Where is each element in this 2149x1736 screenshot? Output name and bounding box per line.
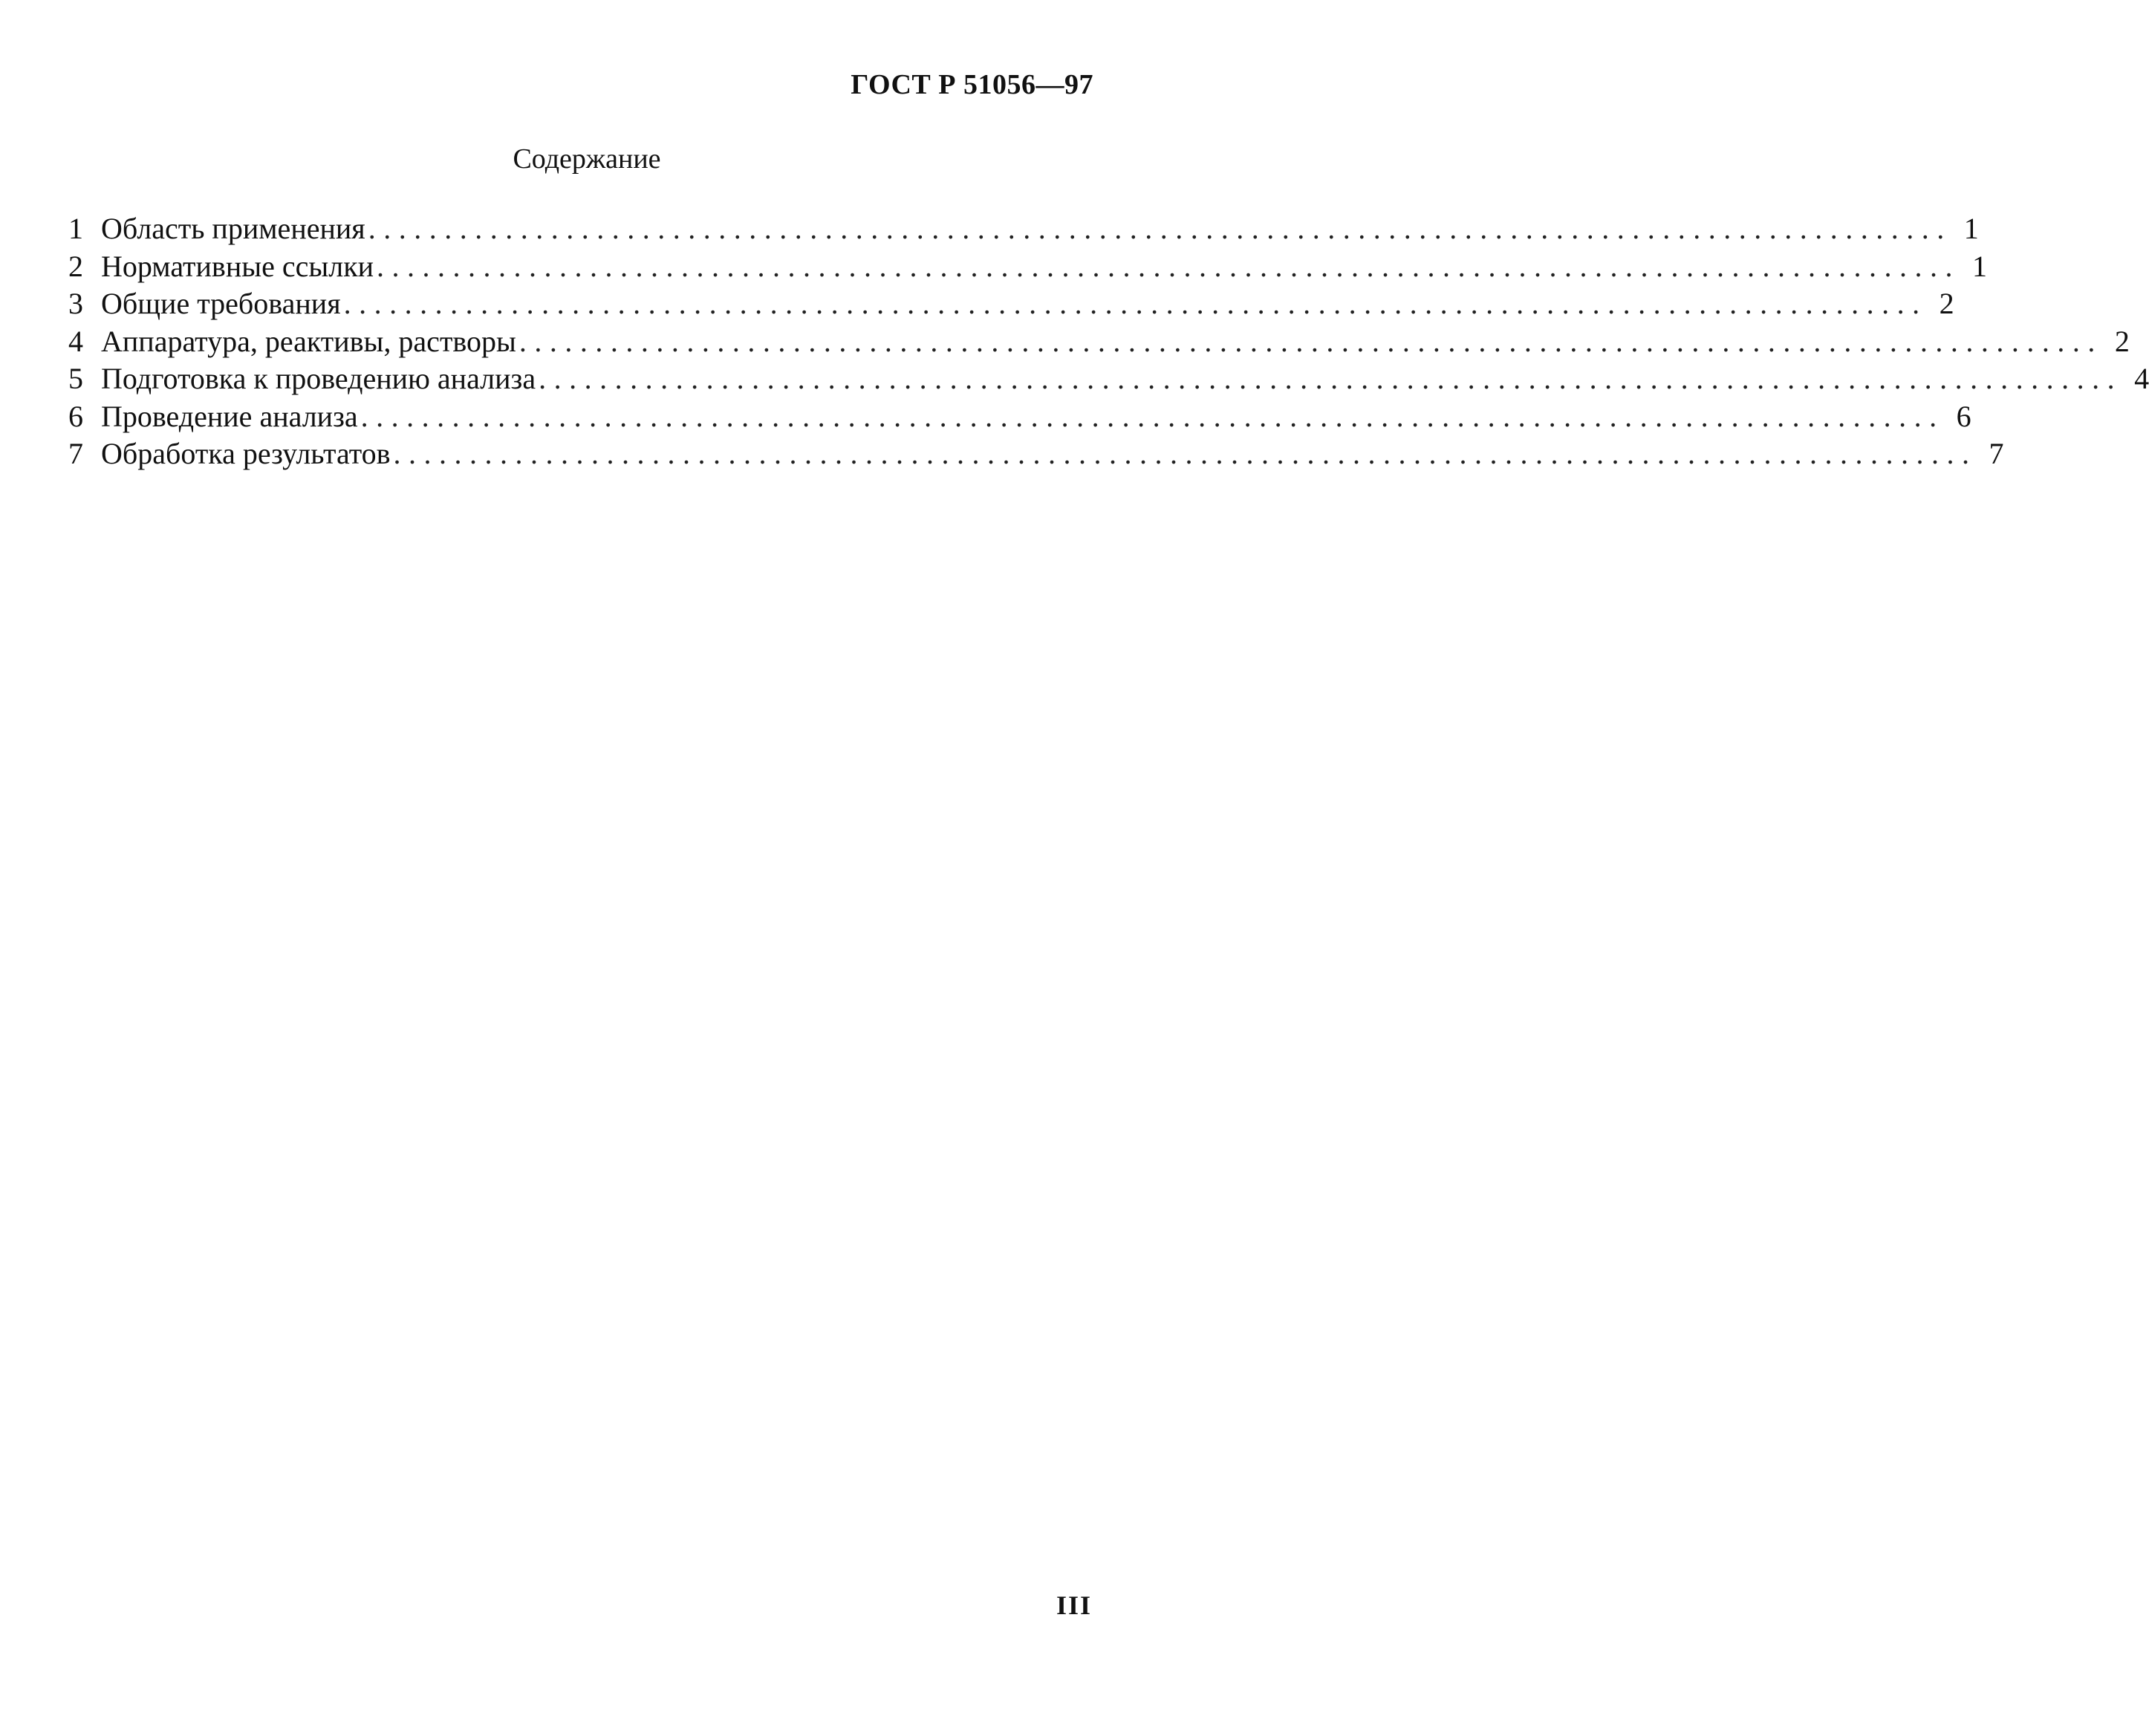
toc-entry[interactable] (68, 285, 1954, 323)
toc-entry-page: 2 (1939, 287, 1954, 320)
toc-entry[interactable] (68, 435, 2004, 473)
toc-entry-page: 2 (2114, 324, 2130, 358)
toc-dot-leader: ........................................................................................................ (343, 287, 1928, 320)
toc-dot-leader: ........................................................................................................ (360, 399, 1945, 433)
toc-entry-title: Область применения (101, 212, 365, 245)
toc-entry[interactable] (68, 398, 1971, 436)
toc-entry-number: 2 (68, 249, 83, 283)
toc-entry-title: Обработка результатов (101, 437, 391, 470)
toc-entry-number: 4 (68, 324, 83, 358)
page-number: III (1056, 1590, 1092, 1620)
toc-entry-number: 6 (68, 399, 83, 433)
toc-entry-page: 1 (1963, 212, 1979, 245)
toc-entry-title: Общие требования (101, 287, 341, 320)
toc-entry-page: 7 (1989, 437, 2004, 470)
toc-entry-title: Нормативные ссылки (101, 249, 374, 283)
toc-entry-number: 3 (68, 287, 83, 320)
toc-title: Содержание (513, 143, 661, 175)
toc-entry-number: 7 (68, 437, 83, 470)
toc-entry-page: 4 (2134, 362, 2149, 395)
toc-dot-leader: ........................................................................................................ (539, 362, 2123, 395)
standard-designation: ГОСТ Р 51056—97 (851, 69, 1093, 100)
table-of-contents (68, 210, 2149, 473)
toc-entry-title: Проведение анализа (101, 399, 358, 433)
toc-entry-number: 5 (68, 362, 83, 395)
toc-entry[interactable] (68, 248, 1988, 286)
toc-entry[interactable] (68, 360, 2149, 398)
toc-entry-page: 6 (1956, 399, 1971, 433)
toc-dot-leader: ........................................................................................................ (368, 212, 1952, 245)
toc-entry-title: Аппаратура, реактивы, растворы (101, 324, 516, 358)
toc-dot-leader: ........................................................................................................ (518, 324, 2103, 358)
toc-entry[interactable] (68, 323, 2130, 361)
toc-entry[interactable] (68, 210, 1979, 248)
toc-entry-title: Подготовка к проведению анализа (101, 362, 536, 395)
toc-dot-leader: ........................................................................................................ (377, 249, 1961, 283)
toc-dot-leader: ........................................................................................................ (393, 437, 1977, 470)
toc-entry-number: 1 (68, 212, 83, 245)
toc-entry-page: 1 (1972, 249, 1988, 283)
